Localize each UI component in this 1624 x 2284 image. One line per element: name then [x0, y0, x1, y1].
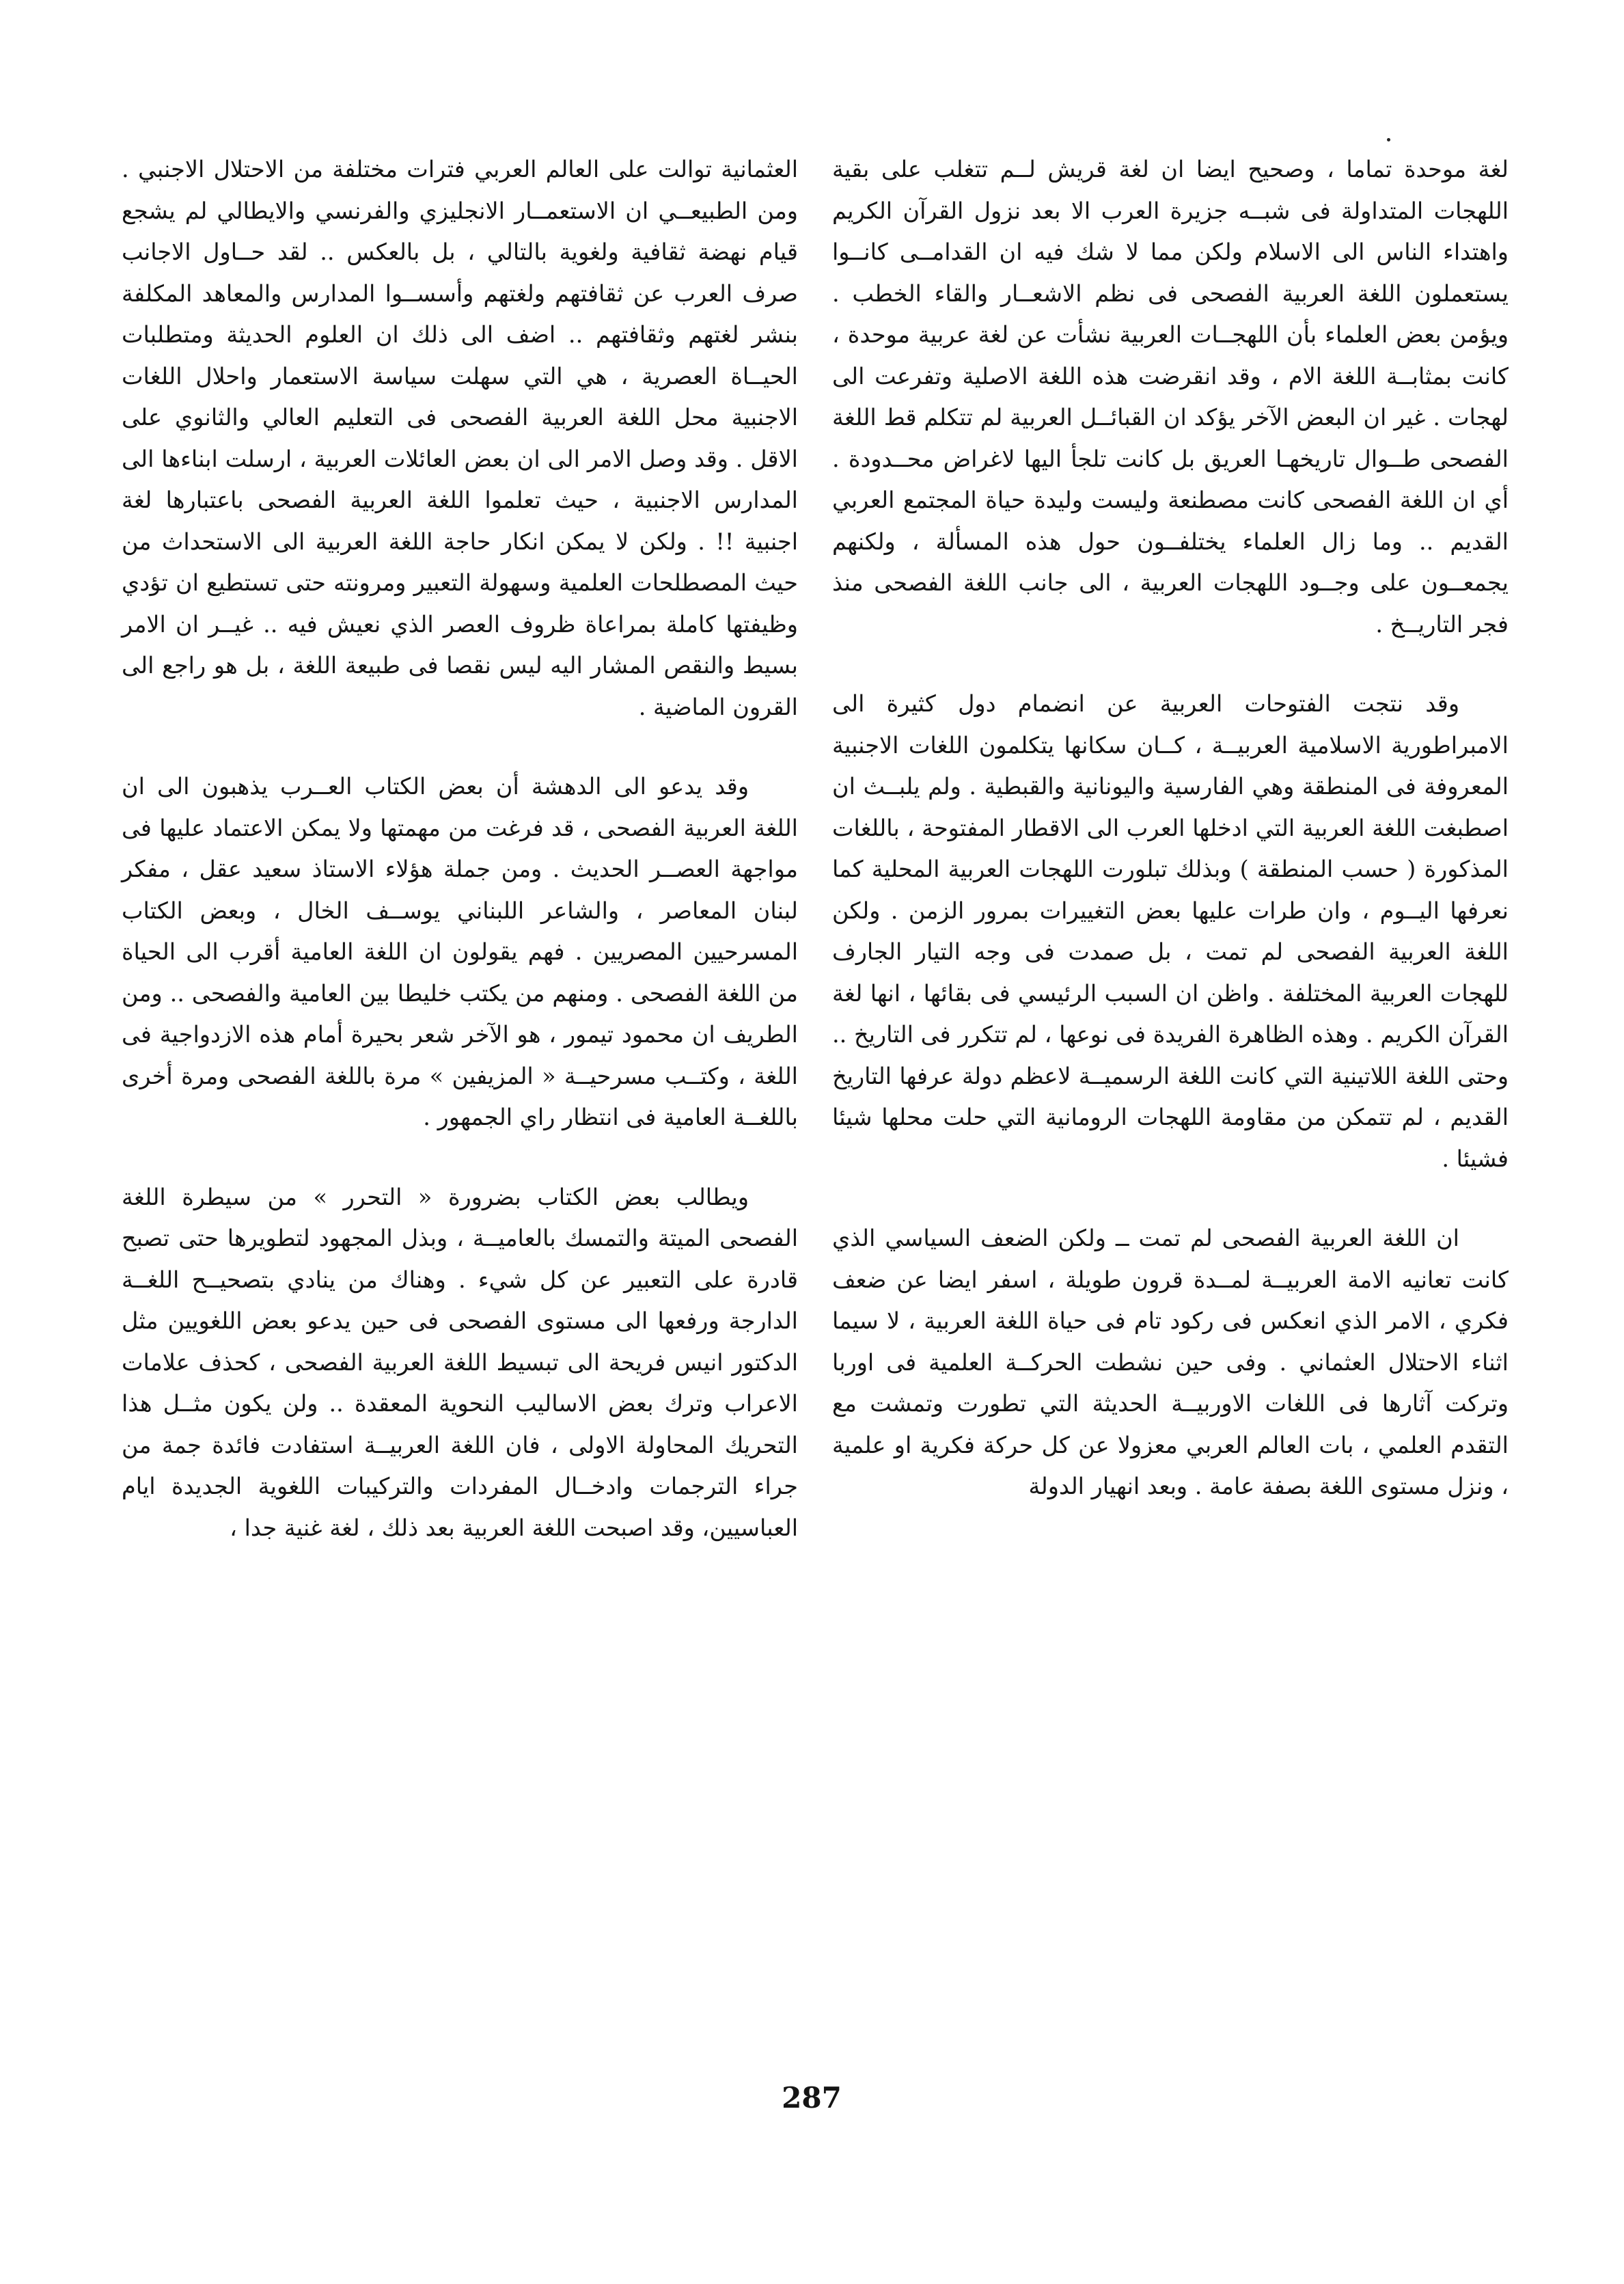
left-paragraph-3: ويطالب بعض الكتاب بضرورة « التحرر » من سيطرة اللغة الفصحى الميتة والتمسك بالعاميــة ، وبذل المجهود لتطويرها حتى تصبح قادرة على التعبير عن كل شيء . وهناك من ينادي بتصحيــح اللغــة الدارجة ورفعها الى مستوى الفصحى فى حين يدعو بعض اللغويين مثل الدكتور انيس فريحة الى تبسيط اللغة العربية الفصحى ، كحذف علامات الاعراب وترك بعض الاساليب النحوية المعقدة .. ولن يكون مثــل هذا التحريك المحاولة الاولى ، فان اللغة العربيــة استفادت فائدة جمة من جراء الترجمات وادخــال المفردات والتركيبات اللغوية الجديدة ايام العباسيين، وقد اصبحت اللغة العربية بعد ذلك ، لغة غنية جدا ، [122, 1183, 798, 1541]
left-column [122, 149, 798, 1549]
right-paragraph-3: ان اللغة العربية الفصحى لم تمت ــ ولكن الضعف السياسي الذي كانت تعانيه الامة العربيــة لمــدة قرون طويلة ، اسفر ايضا عن ضعف فكري ، الامر الذي انعكس فى ركود تام فى حياة اللغة العربية ، لا سيما اثناء الاحتلال العثماني . وفى حين نشطت الحركــة العلمية فى اوربا وتركت آثارها فى اللغات الاوربيــة الحديثة التي تطورت وتمشت مع التقدم العلمي ، بات العالم العربي معزولا عن كل حركة فكرية او علمية ، ونزل مستوى اللغة بصفة عامة . وبعد انهيار الدولة [832, 1225, 1509, 1499]
right-column [832, 149, 1509, 1508]
left-paragraph-2: وقد يدعو الى الدهشة أن بعض الكتاب العــرب يذهبون الى ان اللغة العربية الفصحى ، قد فرغت من مهمتها ولا يمكن الاعتماد عليها فى مواجهة العصــر الحديث . ومن جملة هؤلاء الاستاذ سعيد عقل ، مفكر لبنان المعاصر ، والشاعر اللبناني يوســف الخال ، وبعض الكتاب المسرحيين المصريين . فهم يقولون ان اللغة العامية أقرب الى الحياة من اللغة الفصحى . ومنهم من يكتب خليطا بين العامية والفصحى .. ومن الطريف ان محمود تيمور ، هو الآخر شعر بحيرة أمام هذه الازدواجية فى اللغة ، وكتــب مسرحيــة « المزيفين » مرة باللغة الفصحى ومرة أخرى باللغــة العامية فى انتظار راي الجمهور . [122, 773, 798, 1130]
scan-speck [1387, 138, 1390, 141]
right-paragraph-2: وقد نتجت الفتوحات العربية عن انضمام دول كثيرة الى الامبراطورية الاسلامية العربيــة ، كــان سكانها يتكلمون اللغات الاجنبية المعروفة فى المنطقة وهي الفارسية واليونانية والقبطية . ولم يلبــث ان اصطبغت اللغة العربية التي ادخلها العرب الى الاقطار المفتوحة ، باللغات المذكورة ( حسب المنطقة ) وبذلك تبلورت اللهجات العربية المحلية كما نعرفها اليــوم ، وان طرات عليها بعض التغييرات بمرور الزمن . ولكن اللغة العربية الفصحى لم تمت ، بل صمدت فى وجه التيار الجارف للهجات العربية المختلفة . واظن ان السبب الرئيسي فى بقائها ، انها لغة القرآن الكريم . وهذه الظاهرة الفريدة فى نوعها ، لم تتكرر فى التاريخ .. وحتى اللغة اللاتينية التي كانت اللغة الرسميــة لاعظم دولة عرفها التاريخ القديم ، لم تتمكن من مقاومة اللهجات الرومانية التي حلت محلها شيئا فشيئا . [832, 690, 1509, 1172]
left-paragraph-1: العثمانية توالت على العالم العربي فترات مختلفة من الاحتلال الاجنبي . ومن الطبيعــي ان الاستعمــار الانجليزي والفرنسي والايطالي لم يشجع قيام نهضة ثقافية ولغوية بالتالي ، بل بالعكس .. لقد حــاول الاجانب صرف العرب عن ثقافتهم ولغتهم وأسســوا المدارس والمعاهد المكلفة بنشر لغتهم وثقافتهم .. اضف الى ذلك ان العلوم الحديثة ومتطلبات الحيــاة العصرية ، هي التي سهلت سياسة الاستعمار واحلال اللغات الاجنبية محل اللغة العربية الفصحى فى التعليم العالي والثانوي على الاقل . وقد وصل الامر الى ان بعض العائلات العربية ، ارسلت ابناءها الى المدارس الاجنبية ، حيث تعلموا اللغة العربية الفصحى باعتبارها لغة اجنبية !! . ولكن لا يمكن انكار حاجة اللغة العربية الى الاستحداث من حيث المصطلحات العلمية وسهولة التعبير ومرونته حتى تستطيع ان تؤدي وظيفتها كاملة بمراعاة ظروف العصر الذي نعيش فيه .. غيــر ان الامر بسيط والنقص المشار اليه ليس نقصا فى طبيعة اللغة ، بل هو راجع الى القرون الماضية . [122, 156, 798, 720]
right-paragraph-1: لغة موحدة تماما ، وصحيح ايضا ان لغة قريش لــم تتغلب على بقية اللهجات المتداولة فى شبــه جزيرة العرب الا بعد نزول القرآن الكريم واهتداء الناس الى الاسلام ولكن مما لا شك فيه ان القدامــى كانــوا يستعملون اللغة العربية الفصحى فى نظم الاشعــار والقاء الخطب . ويؤمن بعض العلماء بأن اللهجــات العربية نشأت عن لغة عربية موحدة ، كانت بمثابــة اللغة الام ، وقد انقرضت هذه اللغة الاصلية وتفرعت الى لهجات . غير ان البعض الآخر يؤكد ان القبائــل العربية لم تتكلم قط اللغة الفصحى طــوال تاريخهـا العريق بل كانت تلجأ اليها لاغراض محــدودة . أي ان اللغة الفصحى كانت مصطنعة وليست وليدة حياة المجتمع العربي القديم .. وما زال العلماء يختلفــون حول هذه المسألة ، ولكنهم يجمعــون على وجــود اللهجات العربية ، الى جانب اللغة الفصحى منذ فجر التاريــخ . [832, 156, 1509, 638]
page-number: 287 [782, 2081, 842, 2115]
